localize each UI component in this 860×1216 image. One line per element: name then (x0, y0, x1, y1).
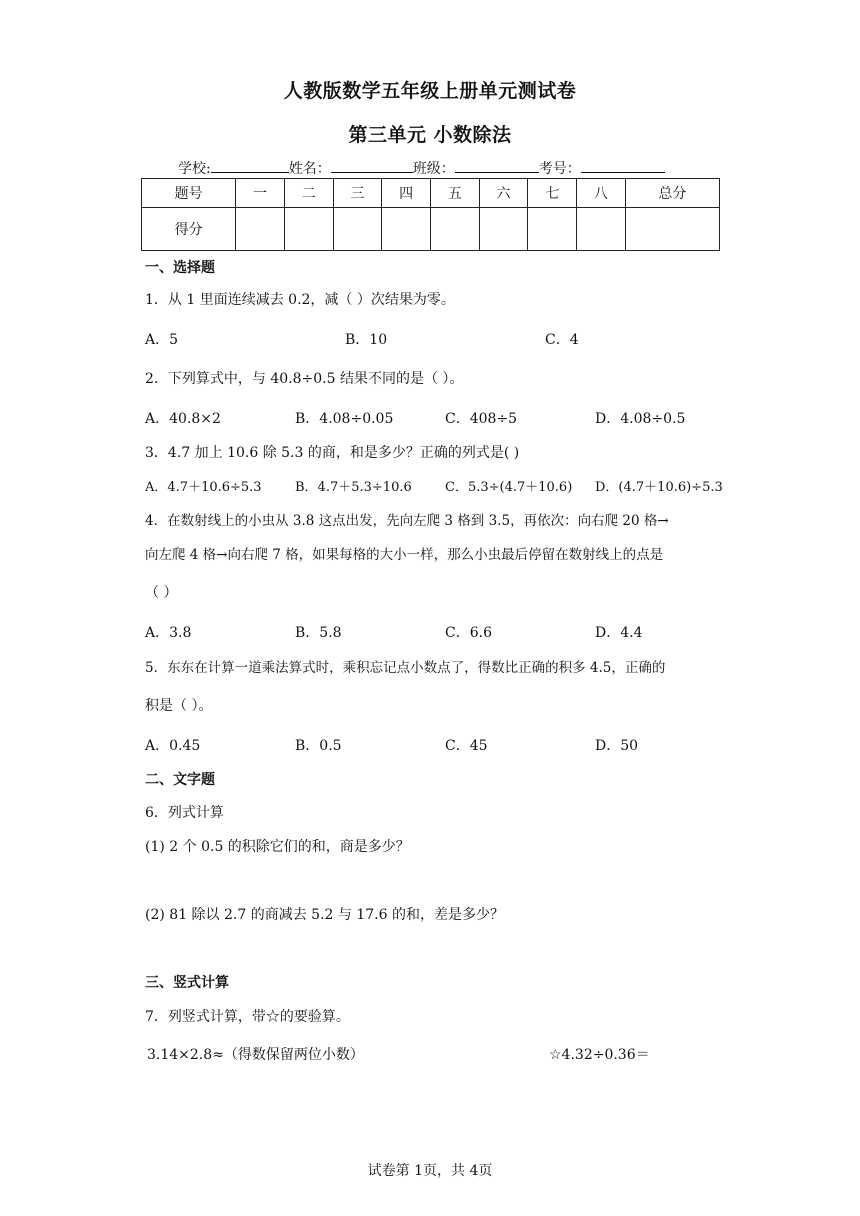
page-title: 人教版数学五年级上册单元测试卷 (283, 80, 577, 102)
q3-option-a[interactable]: A．4.7＋10.6÷5.3 (145, 480, 262, 495)
score-cell[interactable] (430, 208, 479, 251)
school-blank[interactable] (211, 158, 289, 173)
q3-option-d[interactable]: D．(4.7＋10.6)÷5.3 (595, 480, 723, 495)
exam-no-blank[interactable] (581, 158, 665, 173)
score-row (142, 208, 720, 251)
header-cell: 二 (284, 179, 333, 208)
question-4-line-2: 向左爬 4 格→向右爬 7 格，如果每格的大小一样，那么小虫最后停留在数射线上的点是 (145, 547, 664, 563)
q3-option-b[interactable]: B．4.7＋5.3÷10.6 (295, 480, 412, 495)
q1-option-c[interactable]: C．4 (545, 332, 579, 348)
score-cell[interactable] (236, 208, 285, 251)
score-table-header-row (142, 179, 720, 208)
score-cell[interactable] (528, 208, 577, 251)
header-cell: 六 (479, 179, 528, 208)
q1-option-a[interactable]: A．5 (145, 332, 179, 348)
header-cell: 五 (430, 179, 479, 208)
q2-option-b[interactable]: B．4.08÷0.05 (295, 411, 394, 427)
page-footer: 试卷第 1页，共 4页 (367, 1163, 493, 1179)
header-cell: 题号 (142, 179, 236, 208)
question-2-text: 2．下列算式中，与 40.8÷0.5 结果不同的是（ ）。 (145, 371, 464, 387)
question-7-text: 7．列竖式计算，带☆的要验算。 (145, 1009, 350, 1025)
q5-option-c[interactable]: C．45 (445, 738, 488, 754)
exam-no-label: 考号： (538, 161, 581, 177)
header-cell: 总分 (625, 179, 719, 208)
score-cell[interactable] (577, 208, 626, 251)
q4-option-a[interactable]: A．3.8 (145, 625, 192, 641)
question-6-sub-1: (1) 2 个 0.5 的积除它们的和，商是多少？ (145, 839, 410, 855)
class-blank[interactable] (455, 158, 539, 173)
name-blank[interactable] (331, 158, 413, 173)
score-table (141, 178, 720, 251)
student-info-line (178, 158, 665, 178)
question-5-line-1: 5．东东在计算一道乘法算式时，乘积忘记点小数点了，得数比正确的积多 4.5，正确的 (145, 660, 666, 676)
school-label: 学校: (178, 161, 211, 177)
score-cell[interactable] (382, 208, 431, 251)
score-cell[interactable] (333, 208, 382, 251)
q5-option-a[interactable]: A．0.45 (145, 738, 201, 754)
q2-option-c[interactable]: C．408÷5 (445, 411, 518, 427)
q4-option-b[interactable]: B．5.8 (295, 625, 342, 641)
header-cell: 一 (236, 179, 285, 208)
question-4-line-3: （ ） (145, 585, 178, 601)
q4-option-d[interactable]: D．4.4 (595, 625, 643, 641)
section-heading-vertical-calc: 三、竖式计算 (145, 975, 229, 991)
header-cell: 八 (577, 179, 626, 208)
q5-option-d[interactable]: D．50 (595, 738, 639, 754)
name-label: 姓名： (288, 161, 331, 177)
question-6-sub-2: (2) 81 除以 2.7 的商减去 5.2 与 17.6 的和，差是多少？ (145, 907, 504, 923)
score-cell[interactable] (284, 208, 333, 251)
q5-option-b[interactable]: B．0.5 (295, 738, 342, 754)
score-row-label: 得分 (142, 208, 236, 251)
score-cell[interactable] (479, 208, 528, 251)
q2-option-d[interactable]: D．4.08÷0.5 (595, 411, 686, 427)
question-1-text: 1．从 1 里面连续减去 0.2，减（ ）次结果为零。 (145, 292, 455, 308)
question-4-line-1: 4．在数射线上的小虫从 3.8 这点出发，先向左爬 3 格到 3.5，再依次：向右爬 20 格→ (145, 513, 669, 529)
question-7-left-expression: 3.14×2.8≈（得数保留两位小数） (147, 1047, 364, 1063)
q3-option-c[interactable]: C．5.3÷(4.7＋10.6) (445, 480, 573, 495)
class-label: 班级： (412, 161, 455, 177)
question-3-text: 3．4.7 加上 10.6 除 5.3 的商，和是多少？正确的列式是( ) (145, 445, 520, 461)
header-cell: 七 (528, 179, 577, 208)
q1-option-b[interactable]: B．10 (345, 332, 388, 348)
q2-option-a[interactable]: A．40.8×2 (145, 411, 221, 427)
header-cell: 四 (382, 179, 431, 208)
q4-option-c[interactable]: C．6.6 (445, 625, 492, 641)
page-subtitle: 第三单元 小数除法 (348, 124, 512, 146)
section-heading-choice: 一、选择题 (145, 260, 215, 276)
score-cell[interactable] (625, 208, 719, 251)
section-heading-word-problems: 二、文字题 (145, 772, 215, 788)
question-5-line-2: 积是（ ）。 (145, 698, 213, 714)
question-6-text: 6．列式计算 (145, 805, 224, 821)
header-cell: 三 (333, 179, 382, 208)
question-7-right-expression: ☆4.32÷0.36＝ (549, 1047, 650, 1063)
